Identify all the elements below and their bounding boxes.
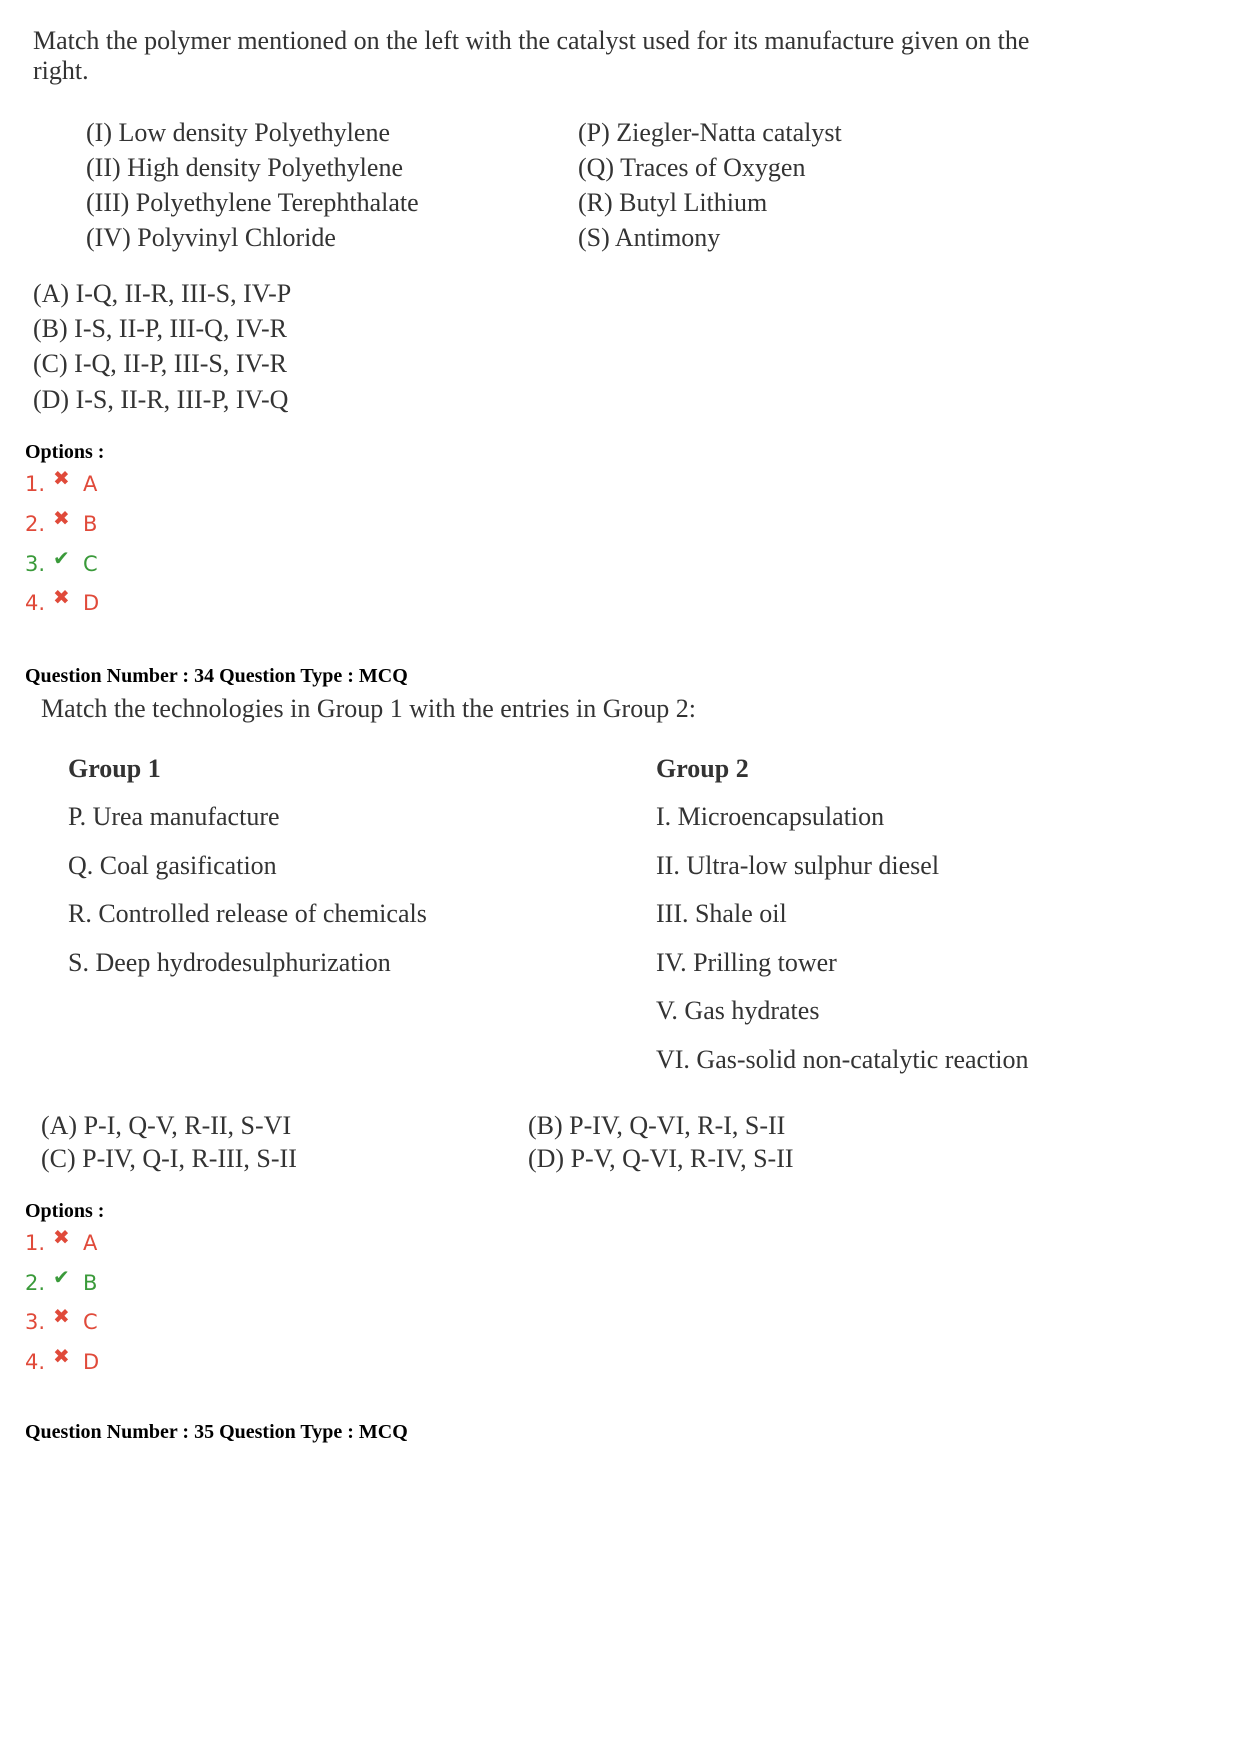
q33-choice: (A) I-Q, II-R, III-S, IV-P (33, 279, 292, 308)
check-icon: ✔ (53, 546, 70, 570)
q33-stem-line2: right. (33, 56, 89, 85)
option-letter: C (83, 552, 98, 576)
cross-icon: ✖ (53, 506, 70, 530)
q34-option-1[interactable] (25, 1225, 98, 1255)
q33-right-item: (S) Antimony (578, 223, 721, 252)
q33-options-title: Options : (25, 441, 105, 463)
q34-group2-title: Group 2 (656, 754, 749, 783)
q33-choice: (C) I-Q, II-P, III-S, IV-R (33, 349, 287, 378)
q34-choice: (A) P-I, Q-V, R-II, S-VI (41, 1111, 292, 1140)
option-number: 2. (25, 512, 46, 536)
q34-choice: (C) P-IV, Q-I, R-III, S-II (41, 1144, 297, 1173)
q34-option-3[interactable] (25, 1304, 98, 1334)
option-number: 4. (25, 1350, 46, 1374)
cross-icon: ✖ (53, 585, 70, 609)
q33-option-1[interactable] (25, 466, 98, 496)
q34-group2-item: V. Gas hydrates (656, 996, 820, 1025)
q34-group1-item: Q. Coal gasification (68, 851, 277, 880)
cross-icon: ✖ (53, 1304, 70, 1328)
q35-header: Question Number : 35 Question Type : MCQ (25, 1421, 408, 1443)
option-number: 3. (25, 552, 46, 576)
option-number: 4. (25, 591, 46, 615)
cross-icon: ✖ (53, 466, 70, 490)
check-icon: ✔ (53, 1265, 70, 1289)
q33-choice: (D) I-S, II-R, III-P, IV-Q (33, 385, 289, 414)
q34-group2-item: III. Shale oil (656, 899, 787, 928)
q34-group1-item: P. Urea manufacture (68, 802, 280, 831)
q34-group2-item: IV. Prilling tower (656, 948, 837, 977)
q34-group2-item: II. Ultra-low sulphur diesel (656, 851, 940, 880)
q34-choice: (D) P-V, Q-VI, R-IV, S-II (528, 1144, 794, 1173)
q34-option-4[interactable] (25, 1344, 100, 1374)
q34-group1-title: Group 1 (68, 754, 161, 783)
q34-header: Question Number : 34 Question Type : MCQ (25, 665, 408, 687)
option-number: 1. (25, 1231, 46, 1255)
q34-group2-item: I. Microencapsulation (656, 802, 885, 831)
q33-left-item: (IV) Polyvinyl Chloride (86, 223, 336, 252)
option-letter: D (83, 1350, 100, 1374)
q34-group1-item: S. Deep hydrodesulphurization (68, 948, 391, 977)
q34-option-2[interactable] (25, 1265, 98, 1295)
option-number: 1. (25, 472, 46, 496)
cross-icon: ✖ (53, 1344, 70, 1368)
option-number: 3. (25, 1310, 46, 1334)
option-number: 2. (25, 1271, 46, 1295)
q33-option-4[interactable] (25, 585, 100, 615)
q33-left-item: (III) Polyethylene Terephthalate (86, 188, 419, 217)
q34-stem: Match the technologies in Group 1 with the entries in Group 2: (41, 694, 696, 723)
q33-option-3[interactable] (25, 546, 98, 576)
q33-left-item: (I) Low density Polyethylene (86, 118, 390, 147)
q33-right-item: (P) Ziegler-Natta catalyst (578, 118, 842, 147)
q33-choice: (B) I-S, II-P, III-Q, IV-R (33, 314, 287, 343)
q33-left-item: (II) High density Polyethylene (86, 153, 403, 182)
option-letter: B (83, 1271, 98, 1295)
q34-options-title: Options : (25, 1200, 105, 1222)
option-letter: D (83, 591, 100, 615)
q33-right-item: (Q) Traces of Oxygen (578, 153, 806, 182)
q33-stem-line1: Match the polymer mentioned on the left with the catalyst used for its manufacture given on the (33, 26, 1030, 55)
q34-group1-item: R. Controlled release of chemicals (68, 899, 427, 928)
q33-option-2[interactable] (25, 506, 98, 536)
q34-group2-item: VI. Gas-solid non-catalytic reaction (656, 1045, 1029, 1074)
q33-right-item: (R) Butyl Lithium (578, 188, 768, 217)
option-letter: B (83, 512, 98, 536)
option-letter: C (83, 1310, 98, 1334)
q34-choice: (B) P-IV, Q-VI, R-I, S-II (528, 1111, 786, 1140)
option-letter: A (83, 1231, 98, 1255)
option-letter: A (83, 472, 98, 496)
cross-icon: ✖ (53, 1225, 70, 1249)
